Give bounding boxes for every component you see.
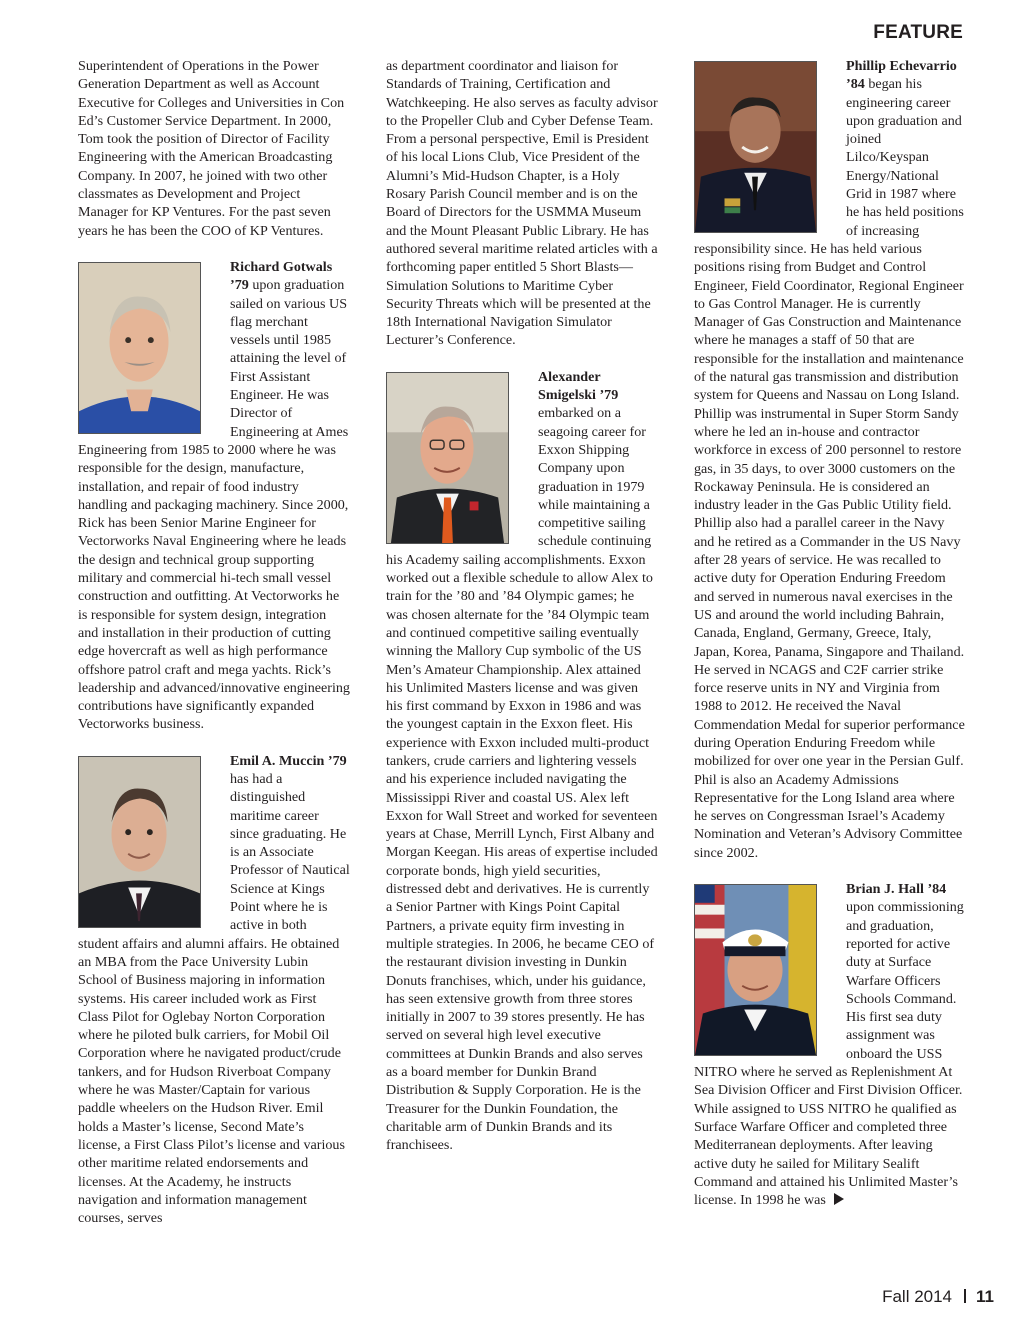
- name-gotwals: Richard Gotwals ’79: [230, 258, 333, 294]
- profile-echevarrio: [694, 57, 966, 862]
- name-hall: Brian J. Hall ’84: [846, 881, 947, 898]
- section-label: FEATURE: [873, 22, 963, 43]
- portrait-hall: [694, 884, 817, 1056]
- issue-label: Fall 2014: [882, 1287, 953, 1306]
- bio-hall: upon commissioning and graduation, reported for active duty at Surface Warfare Officers Schools Command. His first sea duty assignment was onboard the USS NITRO where he served as Replenishment At Sea Division Officer and First Division Officer. While assigned to USS NITRO he qualified as Surface Warfare Officer and completed three Mediterranean deployments. After leaving active duty he sailed for Military Sealift Command and attained his Unlimited Master’s license. In 1998 he was: [694, 899, 964, 1209]
- bio-gotwals: upon graduation sailed on various US flag merchant vessels until 1985 attaining the level of First Assistant Engineer. He was Director of Engineering at Ames Engineering from 1985 to 2000 where he was responsible for the design, manufacture, installation, and repair of food industry handling and packaging machinery. Since 2000, Rick has been Senior Marine Engineer for Vectorworks Naval Engineering where he leads the design and technical group supporting military and commercial hi-tech small vessel construction and outfitting. At Vectorworks he is responsible for system design, integration and installation in their production of cutting edge hovercraft as well as high performance offshore patrol craft and mega yachts. Rick’s leadership and advanced/innovative engineering contributions have significantly expanded Vectorworks business.: [78, 277, 350, 733]
- article-column-3: [694, 57, 966, 1209]
- portrait-smigelski: [386, 372, 509, 544]
- bio-smigelski: embarked on a seagoing career for Exxon Shipping Company upon graduation in 1979 while maintaining a competitive sailing schedule continuing his Academy sailing accomplishments. Exxon worked out a flexible schedule to allow Alex to train for the ’80 and ’84 Olympic games; he was chosen alternate for the ’84 Olympic team and continued competitive sailing eventually winning the Mallory Cup symbolic of the US Men’s Amateur Championship. Alex attained his Unlimited Masters license and was given his first command by Exxon in 1986 and was the youngest captain in the Exxon fleet. His experience with Exxon included multi-product tankers, crude carriers and lightering vessels and his experience included navigating the Mississippi River and coastal US. Alex left Exxon for Wall Street and worked for seventeen years at Chase, Merrill Lynch, First Albany and Morgan Keegan. His areas of expertise included corporate bonds, high yield securities, distressed debt and derivatives. He is currently a Senior Partner with Kings Point Capital Partners, a private equity firm investing in multiple strategies. In 2006, he became CEO of the restaurant division investing in Dunkin Donuts franchises, which, under his guidance, has seen extensive growth from three stores initially in 2007 to 39 stores presently. He has served on several high level executive committees at Dunkin Brands and also serves as a board member for Dunkin Brand Distribution & Supply Corporation. He is the Treasurer for the Dunkin Foundation, the charitable arm of Dunkin Brands and its franchisees.: [386, 405, 658, 1154]
- footer-divider: [964, 1289, 966, 1303]
- page-footer: [882, 1287, 994, 1307]
- paragraph-muccin-continued: as department coordinator and liaison for Standards of Training, Certification and Watchkeeping. He also serves as faculty advisor to the Propeller Club and Cyber Defense Team. From a personal perspective, Emil is President of his local Lions Club, Vice President of the Alumni’s Mid-Hudson Chapter, is a Holy Rosary Parish Council member and is on the Board of Directors for the USMMA Museum and the Mount Pleasant Public Library. He has authored several maritime related articles with a forthcoming paper entitled 5 Short Blasts—Simulation Solutions to Maritime Cyber Security Threats which will be presented at the 18th International Navigation Simulator Lecturer’s Conference.: [386, 58, 658, 349]
- name-smigelski: Alexander Smigelski ’79: [538, 368, 619, 404]
- bio-echevarrio: began his engineering career upon graduation and joined Lilco/Keyspan Energy/National Grid in 1987 where he has held positions of increasing responsibility since. He has held various positions rising from Budget and Control Engineer, Field Coordinator, Regional Engineer to Gas Control Manager. He is currently Manager of Gas Construction and Maintenance where he manages a staff of 50 that are responsible for the installation and maintenance of the natural gas transmission and distribution system for Queens and Nassau on Long Island. Phillip was instrumental in Super Storm Sandy where he led an in-house and contractor workforce in excess of 200 personnel to restore gas, in 35 days, to over 3000 customers on the Rockaway Peninsula. He is considered an industry leader in the Gas Public Utility field. Phillip also had a parallel career in the Navy and he retired as a Commander in the US Navy after 28 years of service. He was recalled to active duty for Operation Enduring Freedom and served in numerous naval exercises in the US and around the world including Bahrain, Canada, England, Germany, Greece, Italy, Japan, Korea, Panama, Singapore and Thailand. He served in NCAGS and C2F carrier strike force reserve units in NY and Virginia from 1988 to 2012. He received the Naval Commendation Medal for superior performance during Operation Enduring Freedom while mobilized for over one year in the Persian Gulf. Phil is also an Academy Admissions Representative for the Long Island area where he serves on Congressman Israel’s Academy Nomination and Veteran’s Advisory Committee since 2002.: [694, 76, 965, 861]
- name-muccin: Emil A. Muccin ’79: [230, 752, 347, 769]
- profile-muccin: [78, 752, 350, 1228]
- bio-muccin: has had a distinguished maritime career since graduating. He is an Associate Professor of Nautical Science at Kings Point where he is active in both student affairs and alumni affairs. He obtained an MBA from the Pace University Lubin School of Business majoring in information systems. His career included work as First Class Pilot for Oglebay Norton Corporation where he piloted bulk carriers, for Mobil Oil Corporation where he navigated product/crude tankers, and for Hudson Riverboat Company where he was Master/Captain for various paddle wheelers on the Hudson River. Emil holds a Master’s license, Second Mate’s license, a First Class Pilot’s license and various other maritime related endorsements and licenses. At the Academy, he instructs navigation and information management courses, serves: [78, 770, 350, 1227]
- name-echevarrio: Phillip Echevarrio ’84: [846, 58, 957, 93]
- continued-arrow-icon: [834, 1193, 844, 1205]
- paragraph-intro: Superintendent of Operations in the Power Generation Department as well as Account Executive for Colleges and Universities in Con Ed’s Customer Service Department. In 2000, Tom took the position of Director of Facility Engineering with the American Broadcasting Company. In 2007, he joined with two other classmates as Development and Project Manager for KP Ventures. For the past seven years he has been the COO of KP Ventures.: [78, 58, 345, 239]
- profile-hall: [694, 880, 966, 1209]
- portrait-muccin: [78, 756, 201, 928]
- portrait-echevarrio: [694, 61, 817, 233]
- article-column-2: [386, 57, 658, 1155]
- profile-gotwals: [78, 258, 350, 734]
- page-number: 11: [976, 1287, 994, 1306]
- portrait-gotwals: [78, 262, 201, 434]
- article-column-1: [78, 57, 350, 1227]
- profile-smigelski: [386, 368, 658, 1155]
